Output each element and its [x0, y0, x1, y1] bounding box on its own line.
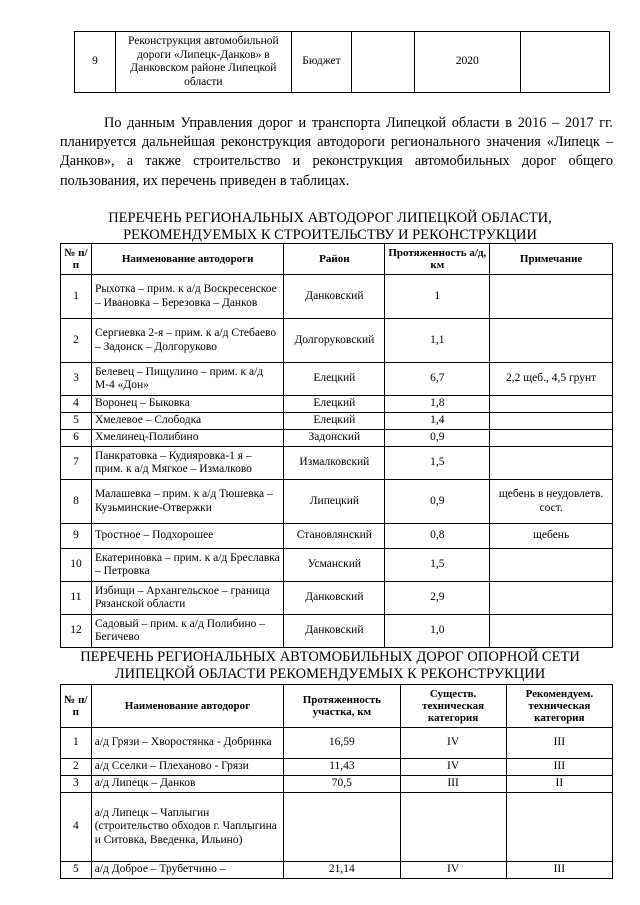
road-name: а/д Липецк – Чаплыгин (строительство обходов г. Чаплыгина и Ситовка, Введенка, Ильино) — [91, 793, 284, 862]
row-number: 9 — [75, 32, 116, 93]
section-length — [284, 793, 400, 862]
road-note — [490, 319, 613, 363]
road-length: 0,9 — [385, 430, 490, 447]
table-row — [61, 396, 613, 413]
road-name: Хмелевое – Слободка — [91, 413, 283, 430]
row-number: 3 — [61, 776, 92, 793]
table-row — [61, 275, 613, 319]
row-number: 2 — [61, 319, 92, 363]
district: Елецкий — [284, 413, 385, 430]
road-note — [490, 396, 613, 413]
row-number: 5 — [61, 413, 92, 430]
road-name: Воронец – Быковка — [91, 396, 283, 413]
header-name: Наименование автодороги — [91, 244, 283, 275]
table-row — [75, 32, 610, 93]
road-name: Хмелинец-Полибино — [91, 430, 283, 447]
table-row — [61, 862, 613, 879]
road-length: 2,9 — [385, 582, 490, 615]
category-current: IV — [400, 728, 506, 759]
row-number: 3 — [61, 363, 92, 396]
road-note — [490, 615, 613, 648]
header-length: Протяженность участка, км — [284, 685, 400, 728]
continued-table — [74, 31, 610, 93]
row-number: 4 — [61, 793, 92, 862]
road-note — [490, 413, 613, 430]
table-row — [61, 776, 613, 793]
road-name: Панкратовка – Кудияровка-1 я – прим. к а/д Мягкое – Измалково — [91, 447, 283, 480]
row-number: 5 — [61, 862, 92, 879]
road-note — [490, 275, 613, 319]
road-name: а/д Доброе – Трубетчино – — [91, 862, 284, 879]
row-number: 1 — [61, 728, 92, 759]
district: Данковский — [284, 275, 385, 319]
header-num: № п/п — [61, 685, 92, 728]
road-length: 0,8 — [385, 524, 490, 549]
district: Задонский — [284, 430, 385, 447]
header-category-recommended: Рекомендуем. техническая категория — [506, 685, 612, 728]
table2-title — [40, 649, 620, 683]
intro-paragraph: По данным Управления дорог и транспорта Липецкой области в 2016 – 2017 гг. планируется дальнейшая реконструкция автодороги регионального значения «Липецк – Данков», а также строительство и реконструкция автомобильных дорог общего пользования, их перечень приведен в таблицах. — [60, 115, 613, 189]
district: Данковский — [284, 582, 385, 615]
regional-roads-table — [60, 243, 613, 648]
section-length: 11,43 — [284, 759, 400, 776]
road-name: а/д Липецк – Данков — [91, 776, 284, 793]
row-number: 4 — [61, 396, 92, 413]
district: Елецкий — [284, 396, 385, 413]
road-name: Малашевка – прим. к а/д Тюшевка – Кузьминские-Отвержки — [91, 480, 283, 524]
row-number: 10 — [61, 549, 92, 582]
district: Измалковский — [284, 447, 385, 480]
road-name: Сергиевка 2-я – прим. к а/д Стебаево – Задонск – Долгоруково — [91, 319, 283, 363]
table-header-row — [61, 244, 613, 275]
road-length: 6,7 — [385, 363, 490, 396]
row-number: 8 — [61, 480, 92, 524]
table-row — [61, 413, 613, 430]
road-length: 1,1 — [385, 319, 490, 363]
district: Становлянский — [284, 524, 385, 549]
table1-title-line2: РЕКОМЕНДУЕМЫХ К СТРОИТЕЛЬСТВУ И РЕКОНСТРУКЦИИ — [123, 227, 537, 243]
row-number: 2 — [61, 759, 92, 776]
road-note — [490, 447, 613, 480]
table-row — [61, 524, 613, 549]
category-current: III — [400, 776, 506, 793]
empty-cell — [520, 32, 609, 93]
table-row — [61, 319, 613, 363]
category-current: IV — [400, 759, 506, 776]
table1-title — [40, 210, 620, 244]
district: Усманский — [284, 549, 385, 582]
road-length: 1,0 — [385, 615, 490, 648]
row-number: 11 — [61, 582, 92, 615]
table2-title-line2: ЛИПЕЦКОЙ ОБЛАСТИ РЕКОМЕНДУЕМЫХ К РЕКОНСТРУКЦИИ — [114, 666, 546, 682]
road-length: 1,8 — [385, 396, 490, 413]
road-length: 1,4 — [385, 413, 490, 430]
road-note: щебень в неудовлетв. сост. — [490, 480, 613, 524]
district: Долгоруковский — [284, 319, 385, 363]
header-district: Район — [284, 244, 385, 275]
road-name: Рыхотка – прим. к а/д Воскресенское – Ивановка – Березовка – Данков — [91, 275, 283, 319]
table2-title-line1: ПЕРЕЧЕНЬ РЕГИОНАЛЬНЫХ АВТОМОБИЛЬНЫХ ДОРОГ ОПОРНОЙ СЕТИ — [80, 649, 580, 665]
category-current — [400, 793, 506, 862]
road-length: 1 — [385, 275, 490, 319]
header-category-current: Существ. техническая категория — [400, 685, 506, 728]
road-name: Садовый – прим. к а/д Полибино – Бегичево — [91, 615, 283, 648]
table-row — [61, 363, 613, 396]
table-row — [61, 549, 613, 582]
row-number: 9 — [61, 524, 92, 549]
year: 2020 — [414, 32, 520, 93]
table-row — [61, 582, 613, 615]
section-length: 70,5 — [284, 776, 400, 793]
table-row — [61, 759, 613, 776]
district: Данковский — [284, 615, 385, 648]
road-note — [490, 582, 613, 615]
category-recommended: III — [506, 862, 612, 879]
category-recommended: II — [506, 776, 612, 793]
road-name: Белевец – Пищулино – прим. к а/д М-4 «Дон» — [91, 363, 283, 396]
empty-cell — [352, 32, 415, 93]
road-length: 1,5 — [385, 549, 490, 582]
road-length: 0,9 — [385, 480, 490, 524]
section-length: 16,59 — [284, 728, 400, 759]
project-name: Реконструкция автомобильной дороги «Липецк-Данков» в Данковском районе Липецкой области — [116, 32, 292, 93]
support-network-roads-table — [60, 684, 613, 879]
road-length: 1,5 — [385, 447, 490, 480]
district: Липецкий — [284, 480, 385, 524]
row-number: 1 — [61, 275, 92, 319]
table-row — [61, 447, 613, 480]
road-note: 2,2 щеб., 4,5 грунт — [490, 363, 613, 396]
header-length: Протяженность а/д, км — [385, 244, 490, 275]
table-row — [61, 728, 613, 759]
road-name: Екатериновка – прим. к а/д Бреславка – Петровка — [91, 549, 283, 582]
header-name: Наименование автодорог — [91, 685, 284, 728]
road-note: щебень — [490, 524, 613, 549]
category-current: IV — [400, 862, 506, 879]
category-recommended — [506, 793, 612, 862]
table1-title-line1: ПЕРЕЧЕНЬ РЕГИОНАЛЬНЫХ АВТОДОРОГ ЛИПЕЦКОЙ ОБЛАСТИ, — [108, 210, 552, 226]
table-header-row — [61, 685, 613, 728]
funding-source: Бюджет — [291, 32, 352, 93]
category-recommended: III — [506, 759, 612, 776]
table-row — [61, 615, 613, 648]
road-note — [490, 549, 613, 582]
row-number: 7 — [61, 447, 92, 480]
category-recommended: III — [506, 728, 612, 759]
table-row — [61, 430, 613, 447]
road-name: а/д Сселки – Плеханово - Грязи — [91, 759, 284, 776]
road-name: Тростное – Подхорошее — [91, 524, 283, 549]
row-number: 12 — [61, 615, 92, 648]
section-length: 21,14 — [284, 862, 400, 879]
header-num: № п/п — [61, 244, 92, 275]
table-row — [61, 793, 613, 862]
district: Елецкий — [284, 363, 385, 396]
table-row — [61, 480, 613, 524]
road-name: а/д Грязи – Хворостянка - Добринка — [91, 728, 284, 759]
row-number: 6 — [61, 430, 92, 447]
road-name: Избищи – Архангельское – граница Рязанской области — [91, 582, 283, 615]
header-note: Примечание — [490, 244, 613, 275]
road-note — [490, 430, 613, 447]
